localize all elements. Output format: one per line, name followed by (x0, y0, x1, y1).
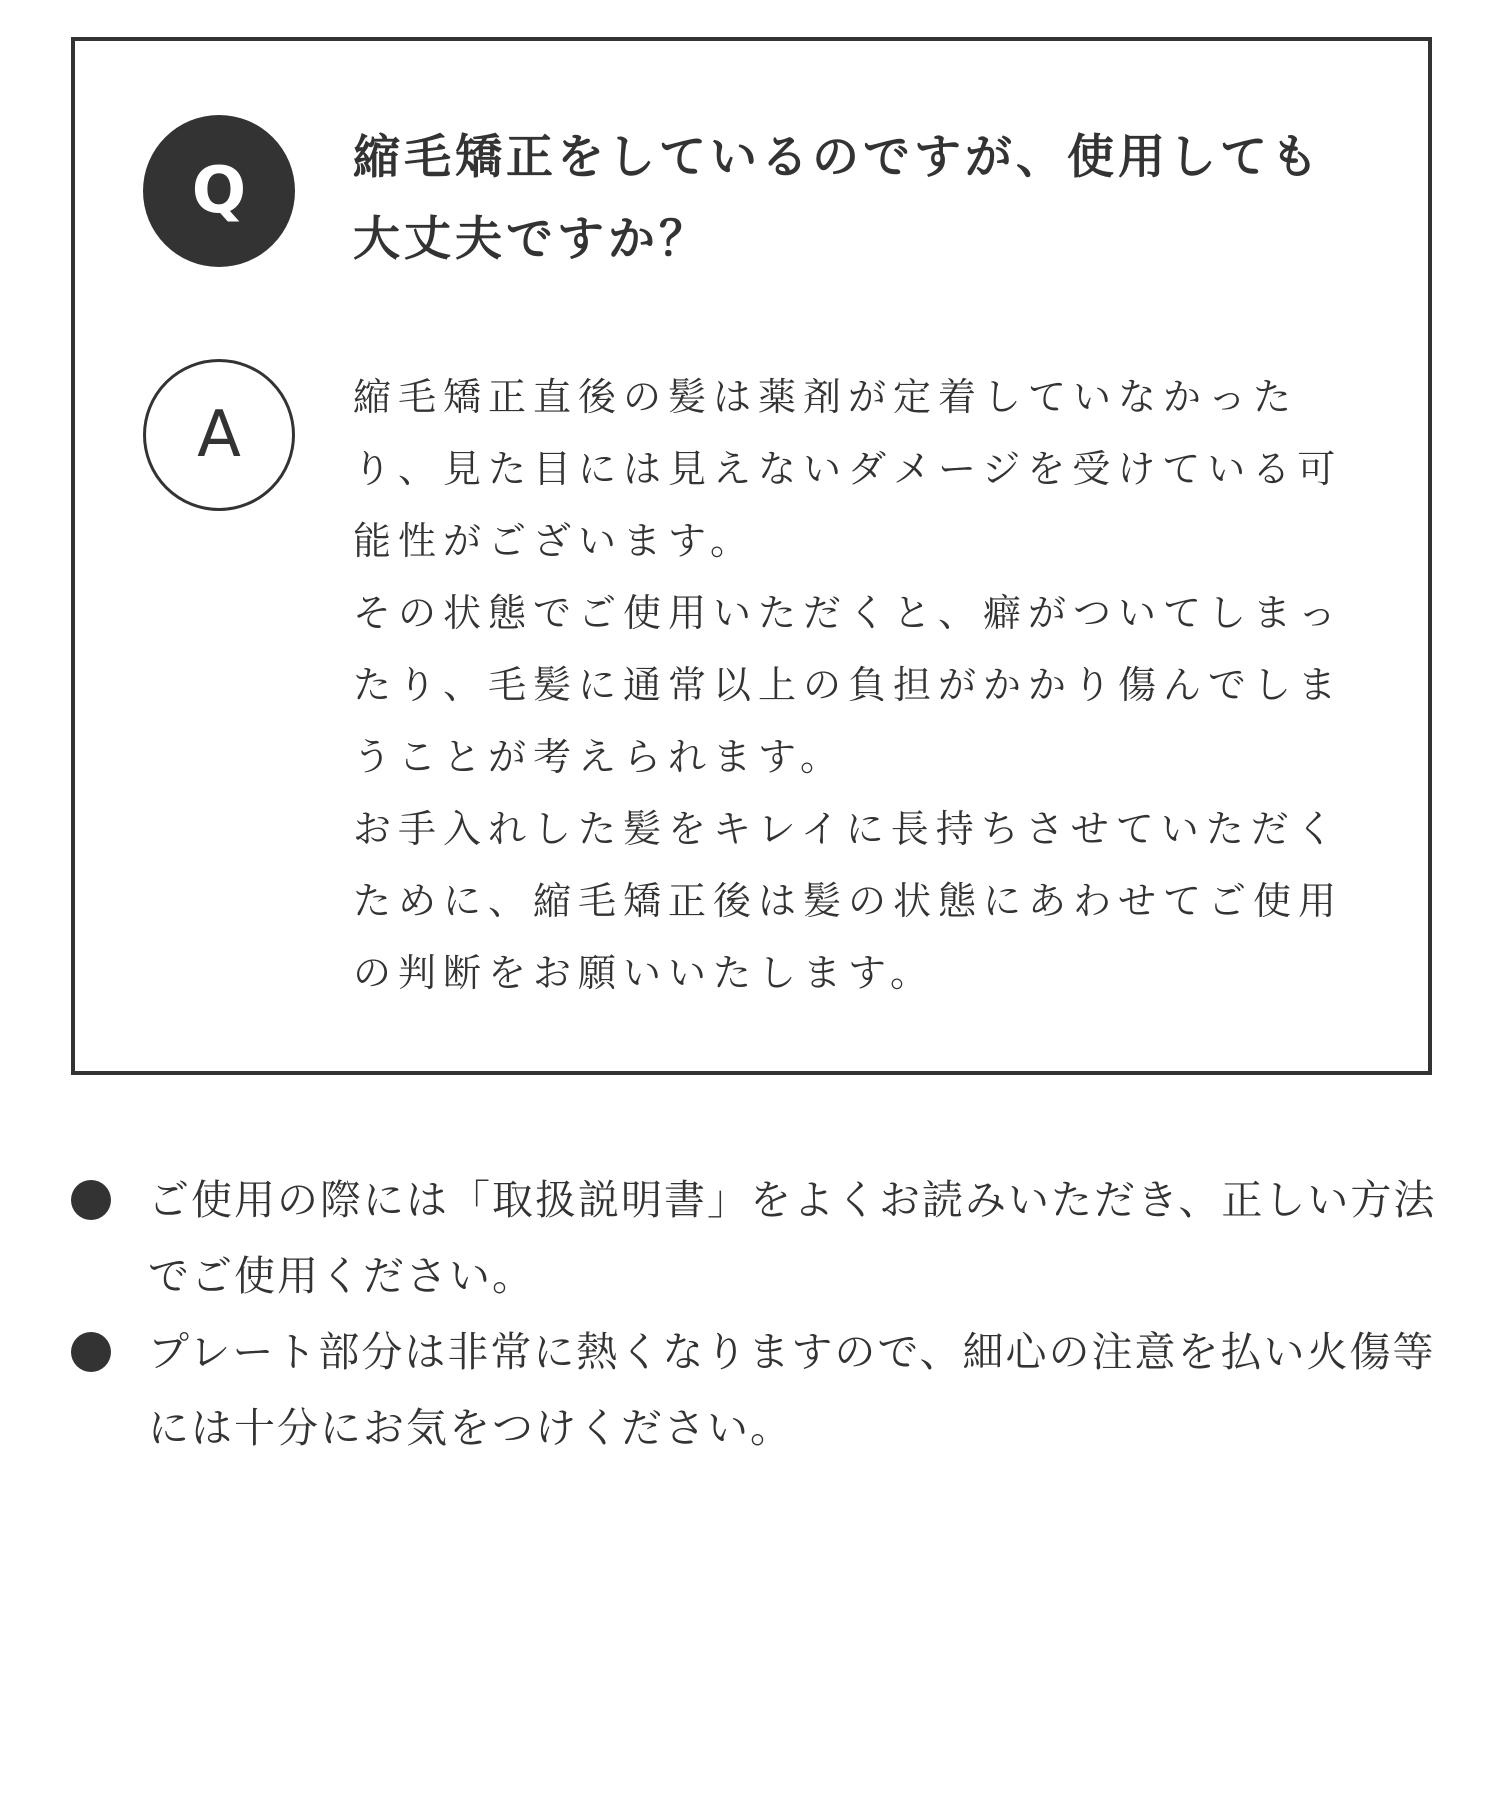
answer-paragraph: お手入れした髪をキレイに長持ちさせていただくために、縮毛矯正後は髪の状態にあわせてご使用の判断をお願いいたします。 (353, 807, 1344, 995)
answer-text (353, 361, 1363, 1009)
answer-paragraph: 縮毛矯正直後の髪は薬剤が定着していなかったり、見た目には見えないダメージを受けている可能性がございます。 (353, 375, 1343, 563)
bullet-icon (71, 1332, 111, 1372)
note-item (71, 1162, 1441, 1314)
answer-badge (143, 359, 295, 511)
question-badge-label: Q (191, 154, 247, 228)
note-item (71, 1314, 1441, 1466)
answer-badge-label: A (197, 398, 241, 472)
notes-list (71, 1162, 1441, 1466)
qa-box (71, 37, 1432, 1075)
note-text: プレート部分は非常に熱くなりますので、細心の注意を払い火傷等には十分にお気をつけください。 (148, 1328, 1436, 1452)
bullet-icon (71, 1180, 111, 1220)
answer-paragraph: その状態でご使用いただくと、癖がついてしまったり、毛髪に通常以上の負担がかかり傷んでしまうことが考えられます。 (353, 591, 1344, 779)
note-text: ご使用の際には「取扱説明書」をよくお読みいただき、正しい方法でご使用ください。 (148, 1176, 1437, 1300)
question-badge (143, 115, 295, 267)
question-text: 縮毛矯正をしているのですが、使用しても大丈夫ですか？ (353, 130, 1322, 267)
